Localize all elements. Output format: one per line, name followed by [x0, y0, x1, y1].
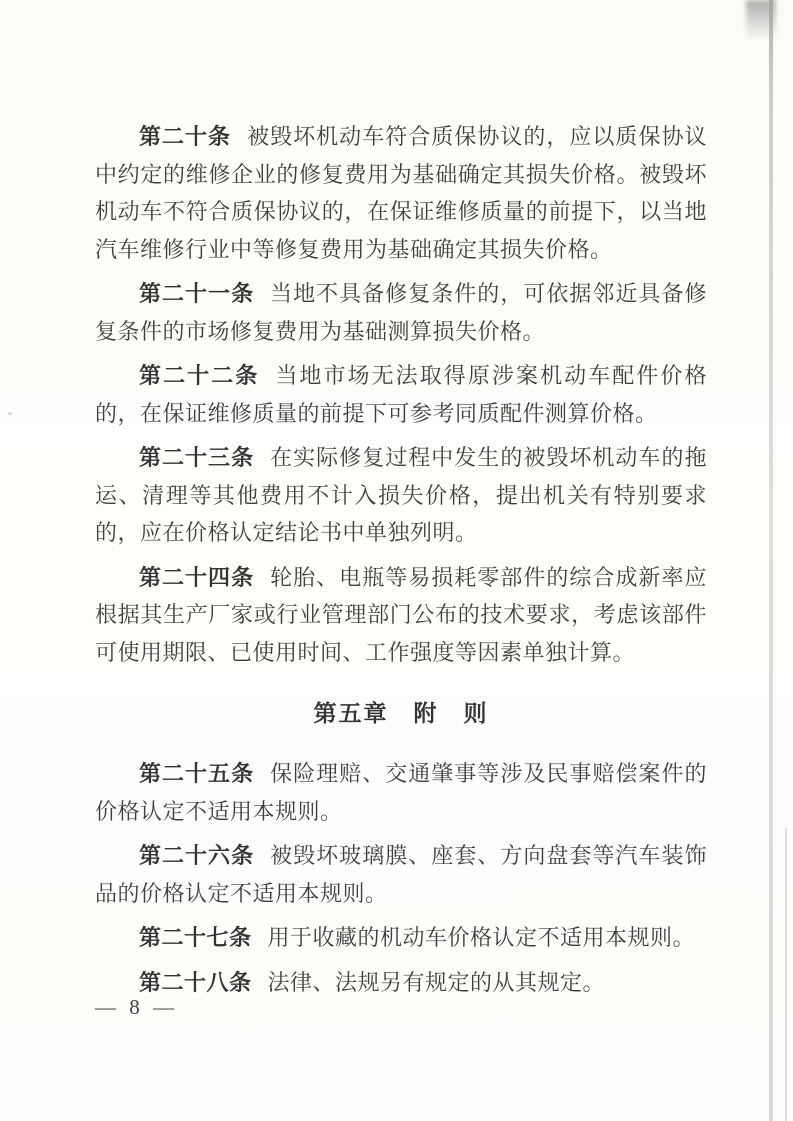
article-21-number: 第二十一条 — [139, 281, 255, 306]
scan-edge-line-secondary — [785, 828, 787, 1121]
article-24-paragraph — [95, 559, 707, 672]
document-body — [95, 118, 707, 1008]
article-20-text: 被毁坏机动车符合质保协议的，应以质保协议中约定的维修企业的修复费用为基础确定其损失价格。被毁坏机动车不符合质保协议的，在保证维修质量的前提下，以当地汽车维修行业中等修复费用为基础确定其损失价格。 — [95, 124, 707, 262]
article-26-text: 被毁坏玻璃膜、座套、方向盘套等汽车装饰品的价格认定不适用本规则。 — [95, 843, 707, 906]
article-21-text: 当地不具备修复条件的，可依据邻近具备修复条件的市场修复费用为基础测算损失价格。 — [95, 281, 707, 344]
article-22-text: 当地市场无法取得原涉案机动车配件价格的，在保证维修质量的前提下可参考同质配件测算价格。 — [95, 363, 707, 426]
article-24-number: 第二十四条 — [139, 564, 255, 590]
article-21-paragraph — [95, 275, 707, 350]
article-20-paragraph — [95, 118, 707, 268]
article-22-number: 第二十二条 — [139, 363, 260, 388]
article-28-paragraph — [95, 964, 707, 1002]
article-23-number: 第二十三条 — [139, 445, 255, 470]
article-23-text: 在实际修复过程中发生的被毁坏机动车的拖运、清理等其他费用不计入损失价格，提出机关有特别要求的，应在价格认定结论书中单独列明。 — [95, 445, 707, 545]
article-27-number: 第二十七条 — [139, 925, 252, 950]
article-20-number: 第二十条 — [139, 124, 232, 149]
article-23-paragraph — [95, 439, 707, 552]
article-25-text: 保险理赔、交通肇事等涉及民事赔偿案件的价格认定不适用本规则。 — [95, 761, 707, 824]
article-27-text: 用于收藏的机动车价格认定不适用本规则。 — [267, 925, 696, 950]
scan-speck — [8, 412, 12, 415]
article-22-paragraph — [95, 357, 707, 432]
article-26-paragraph — [95, 837, 707, 912]
article-28-number: 第二十八条 — [139, 969, 252, 995]
article-25-paragraph — [95, 755, 707, 830]
article-24-text: 轮胎、电瓶等易损耗零部件的综合成新率应根据其生产厂家或行业管理部门公布的技术要求，考虑该部件可使用期限、已使用时间、工作强度等因素单独计算。 — [95, 564, 707, 665]
article-25-number: 第二十五条 — [139, 761, 255, 786]
article-27-paragraph — [95, 919, 707, 957]
chapter-5-heading: 第五章 附 则 — [313, 701, 489, 726]
article-28-text: 法律、法规另有规定的从其规定。 — [267, 969, 606, 995]
article-26-number: 第二十六条 — [139, 843, 255, 868]
page-number: — 8 — — [95, 995, 178, 1019]
scan-edge-line — [769, 0, 773, 1121]
